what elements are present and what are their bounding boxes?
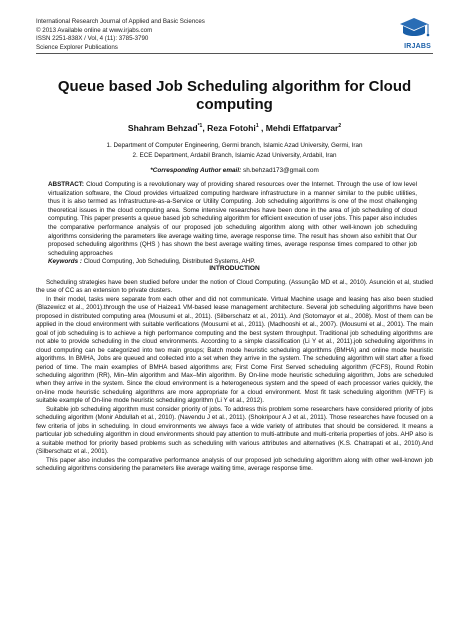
body-paragraph: This paper also includes the comparative performance analysis of our proposed job scheduling algorithm along with other well-known job scheduling algorithms considering the parameters like average waiting time, average response time.	[36, 456, 433, 472]
abstract-label: ABSTRACT:	[48, 181, 85, 188]
author-name: Mehdi Effatparvar	[265, 123, 339, 133]
corresponding-email[interactable]: sh.behzad173@gmail.com	[243, 167, 319, 174]
journal-copyright: © 2013 Available online at www.irjabs.com	[36, 26, 153, 34]
body-paragraph: Scheduling strategies have been studied before under the notion of Cloud Computing. (Assunção MD et al., 2010). Asunción et al, studied the use of CC as an extension to private clusters.	[36, 279, 433, 295]
body-paragraph: In their model, tasks were separate from each other and did not communicate. Virtual Machine usage and leasing has also been studied (Blazewicz et al., 2001).through the use of Haizea1 VM-based lease management architecture. Several job scheduling algorithms have been proposed in distributed computing area (Mousumi et al., 2011). (Silberschatz et al., 2011). And (Sotomayor et al., 2008). Most of them can be applied in the cloud environment with suitable verifications (Mousumi et al., 2011). (Madhooshi et al., 2007). (Mousumi et al., 2001). The main goal of job scheduling is to achieve a high performance computing and the best system throughput. Traditional job scheduling algorithms are not able to provide scheduling in the cloud environments. According to a simple classification (Li Y et al., 2011).job scheduling algorithms in cloud computing can be categorized into two main groups; Batch mode heuristic scheduling algorithms (BMHA) and online mode heuristic algorithms. In BMHA, Jobs are queued and collected into a set when they arrive in the system. The scheduling algorithm will start after a fixed period of time. The main examples of BMHA based algorithms are; First Come First Served scheduling algorithm (FCFS), Round Robin scheduling algorithm (RR), Min–Min algorithm and Max–Min algorithm. By On-line mode heuristic scheduling algorithm, Jobs are scheduled when they arrive in the system. Since the cloud environment is a heterogeneous system and the speed of each processor varies quickly, the on-line mode heuristic scheduling algorithms are more appropriate for a cloud environment. Most fit task scheduling algorithm (MFTF) is suitable example of On-line mode heuristic scheduling algorithm (Li Y et al., 2012).	[36, 295, 433, 405]
journal-logo-text: IRJABS	[404, 43, 431, 50]
author-name: Reza Fotohi	[207, 123, 256, 133]
introduction-body	[36, 279, 433, 473]
journal-header	[36, 18, 205, 52]
abstract-text: Cloud Computing is a revolutionary way of providing shared resources over the Internet. Through the use of low level virtualization software, the Cloud provides virtualized computing hardware infrastructure in a manner similar to the public utilities, thus it is also termed as Infrastructure-as-a-Service or Utility Computing. Job scheduling algorithms is one of the most challenging theoretical issues in the cloud computing area. Some intensive researches have been done in the area of job scheduling of cloud computing. This paper presents a queue based job scheduling algorithm for efficient execution of user jobs. This paper also includes the comparative performance analysis of our proposed job scheduling algorithm along with other well-known job scheduling algorithms considering the parameters like average waiting time, average response time. The result has shown also exhibit that Our proposed scheduling algorithms (QHS ) has shown the best average waiting times, average response times compared to other job scheduling approaches	[48, 181, 417, 257]
author-name: Shahram Behzad	[127, 123, 198, 133]
abstract-block	[48, 181, 417, 267]
author-sup: 2	[338, 123, 342, 130]
keywords-text: Cloud Computing, Job Scheduling, Distributed Systems, AHP.	[83, 258, 256, 266]
section-heading-introduction: INTRODUCTION	[209, 265, 260, 272]
journal-name: International Research Journal of Applied and Basic Sciences	[36, 18, 205, 25]
author-sup: 1	[255, 123, 259, 130]
corresponding-label: *Corresponding Author email:	[150, 167, 242, 174]
paper-title: Queue based Job Scheduling algorithm for Cloud computing	[57, 78, 412, 113]
body-paragraph: Suitable job scheduling algorithm must consider priority of jobs. To address this problem some researchers have considered priority of jobs scheduling algorithm (Monir Abdullah et al., 2010). (Navendu J et al., 2011). (Shokripour A J et al., 2011). Those researches have focused on a few criteria of jobs in scheduling. In cloud environments we always face a wide variety of attributes that should be considered. It means a particular job scheduling algorithm in cloud environments should pay attention to multi-attribute and multi-criteria properties of jobs. AHP also is a suitable method for priority based problems such as scheduling with various attributes and alternatives (K.S. Chatrapati et al., 2010).And (Silberschatz et al., 2001).	[36, 405, 433, 456]
corresponding-author	[36, 167, 433, 174]
keywords-label: Keywords :	[48, 258, 82, 266]
journal-publisher: Science Explorer Publications	[36, 43, 118, 51]
affiliation: 1. Department of Computer Engineering, Germi branch, Islamic Azad University, Germi, Iran	[106, 142, 363, 149]
author-list: Shahram Behzad$^{*1}$, Reza Fotohi$^1$ , Mehdi Effatparvar$^2$	[127, 123, 342, 133]
affiliations	[36, 141, 433, 161]
affiliation: 2. ECE Department, Ardabil Branch, Islamic Azad University, Ardabil, Iran	[132, 152, 337, 159]
author-sup: *1	[197, 123, 203, 130]
header-rule	[36, 53, 433, 54]
journal-issn: ISSN 2251-838X / Vol, 4 (11): 3785-3790	[36, 35, 149, 43]
